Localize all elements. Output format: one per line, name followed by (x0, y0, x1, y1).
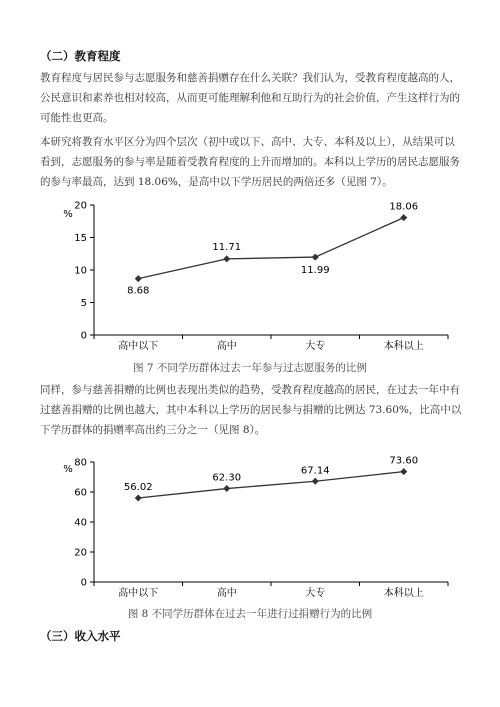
paragraph-line: 的参与率最高，达到 18.06%，是高中以下学历居民的两倍还多（见图 7）。 (40, 176, 393, 188)
paragraph-3 (40, 380, 460, 440)
paragraph-line: 下学历群体的捐赠率高出约三分之一（见图 8）。 (40, 424, 266, 436)
x-tick-label: 高中以下 (118, 341, 159, 352)
x-tick-label: 本科以上 (383, 588, 424, 599)
data-value-label: 18.06 (389, 201, 419, 213)
figure-7-caption: 图 7 不同学历群体过去一年参与过志愿服务的比例 (133, 362, 367, 374)
y-axis-unit-label: % (63, 209, 73, 220)
y-axis-unit-label: % (63, 464, 73, 475)
figure-8-caption: 图 8 不同学历群体在过去一年进行过捐赠行为的比例 (127, 608, 373, 620)
data-point-marker (400, 468, 407, 475)
paragraph-line: 教育程度与居民参与志愿服务和慈善捐赠存在什么关联？我们认为，受教育程度越高的人， (40, 72, 460, 84)
x-tick-label: 高中以下 (118, 588, 159, 599)
y-tick-label: 10 (74, 265, 87, 277)
paragraph-2 (40, 132, 460, 192)
y-tick-label: 5 (80, 298, 87, 309)
data-value-label: 8.68 (127, 285, 150, 297)
paragraph-line: 看到，志愿服务的参与率是随着受教育程度的上升而增加的。本科以上学历的居民志愿服务 (40, 156, 460, 168)
data-value-label: 11.99 (300, 265, 330, 277)
y-tick-label: 0 (80, 577, 87, 589)
data-point-marker (135, 494, 142, 501)
data-point-marker (312, 254, 319, 261)
chart-figure-7 (50, 195, 460, 355)
paragraph-line: 公民意识和素养也相对较高，从而更可能理解利他和互助行为的社会价值，产生这样行为的 (40, 92, 460, 104)
series-line (138, 472, 404, 498)
data-value-label: 11.71 (212, 241, 242, 253)
y-tick-label: 60 (74, 487, 87, 499)
data-value-label: 56.02 (123, 481, 153, 493)
data-point-marker (312, 478, 319, 485)
y-tick-label: 40 (74, 517, 87, 529)
x-tick-label: 大专 (305, 341, 326, 352)
x-tick-label: 高中 (216, 588, 237, 599)
y-tick-label: 15 (74, 233, 87, 244)
data-point-marker (135, 275, 142, 282)
paragraph-line: 本研究将教育水平区分为四个层次（初中或以下、高中、大专、本科及以上），从结果可以 (40, 136, 455, 148)
data-point-marker (223, 255, 230, 262)
data-point-marker (400, 214, 407, 221)
x-tick-label: 高中 (216, 341, 237, 352)
data-value-label: 67.14 (300, 465, 330, 477)
paragraph-line: 可能性也更高。 (40, 112, 114, 124)
x-tick-label: 大专 (305, 588, 326, 599)
paragraph-line: 同样，参与慈善捐赠的比例也表现出类似的趋势，受教育程度越高的居民，在过去一年中有 (40, 384, 460, 396)
y-tick-label: 80 (74, 457, 87, 469)
data-value-label: 73.60 (389, 455, 419, 467)
chart-figure-8 (50, 452, 460, 604)
paragraph-1 (40, 68, 460, 128)
section-heading-education: （二）教育程度 (40, 49, 121, 63)
data-point-marker (223, 485, 230, 492)
section-heading-income: （三）收入水平 (40, 629, 121, 643)
y-tick-label: 0 (80, 330, 87, 342)
paragraph-line: 过慈善捐赠的比例也越大，其中本科以上学历的居民参与捐赠的比例达 73.60%，比高中以 (40, 404, 462, 416)
y-tick-label: 20 (74, 200, 87, 212)
x-tick-label: 本科以上 (383, 341, 424, 352)
data-value-label: 62.30 (212, 472, 242, 484)
y-tick-label: 20 (74, 547, 87, 559)
series-line (138, 218, 404, 279)
